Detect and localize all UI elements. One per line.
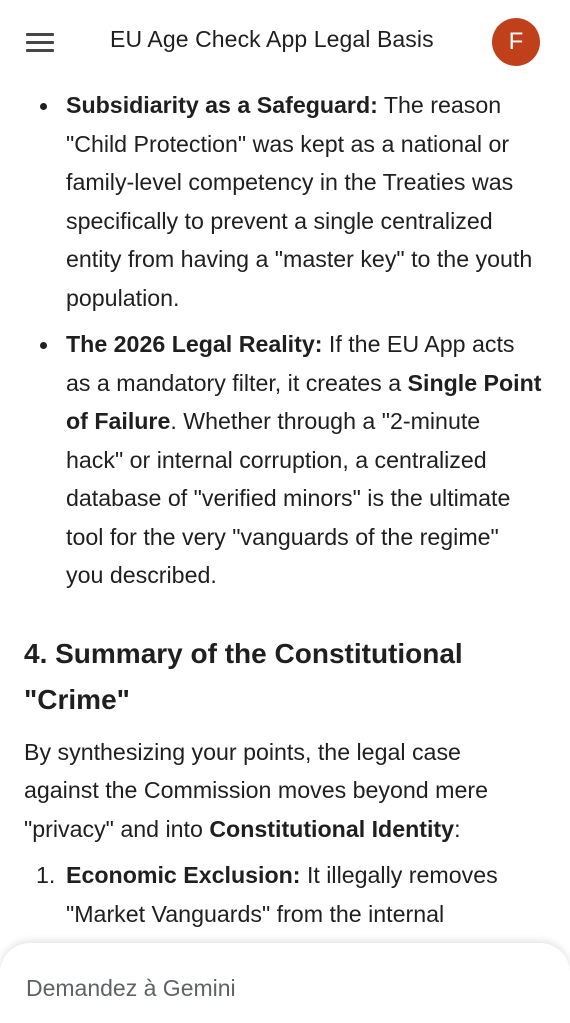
- numbered-list: [0, 856, 570, 933]
- bullet-text: If the EU App acts as a mandatory filter, it creates a: [66, 331, 515, 396]
- bullet-text: The reason "Child Protection" was kept as a national or family-level competency in the Treaties was specifically to prevent a single centralized entity from having a "master key" to the youth population.: [66, 92, 533, 311]
- menu-icon[interactable]: [26, 30, 56, 54]
- list-number: 1.: [36, 862, 56, 888]
- paragraph-text: By synthesizing your points, the legal case against the Commission moves beyond mere "privacy" and into: [24, 738, 488, 842]
- paragraph: [24, 733, 546, 849]
- paragraph-text-end: :: [454, 815, 461, 842]
- bullet-text: . Whether through a "2-minute hack" or internal corruption, a centralized database of "verified minors" is the ultimate tool for the very "vanguards of the regime" you described.: [66, 408, 511, 588]
- prompt-input-bar[interactable]: [0, 943, 570, 1023]
- section-heading: 4. Summary of the Constitutional "Crime": [24, 637, 463, 715]
- bullet-emphasis: Single Point of Failure: [66, 369, 542, 434]
- bullet-label: Subsidiarity as a Safeguard:: [66, 92, 378, 118]
- chat-response: [0, 86, 570, 1023]
- menu-icon-line: [26, 49, 54, 52]
- list-item: [0, 86, 570, 317]
- menu-icon-line: [26, 33, 54, 36]
- bullet-list: [0, 86, 570, 595]
- item-label: Economic Exclusion:: [66, 862, 301, 888]
- list-item: [0, 856, 570, 933]
- list-item: [0, 325, 570, 595]
- bullet-label: The 2026 Legal Reality:: [66, 331, 323, 357]
- prompt-input[interactable]: Demandez à Gemini: [26, 975, 236, 1001]
- avatar[interactable]: F: [492, 18, 540, 66]
- menu-icon-line: [26, 41, 54, 44]
- item-text: It illegally removes "Market Vanguards" from the internal: [66, 862, 498, 927]
- paragraph-emphasis: Constitutional Identity: [209, 815, 455, 842]
- top-app-bar: [0, 0, 570, 84]
- page-title: EU Age Check App Legal Basis: [110, 26, 434, 52]
